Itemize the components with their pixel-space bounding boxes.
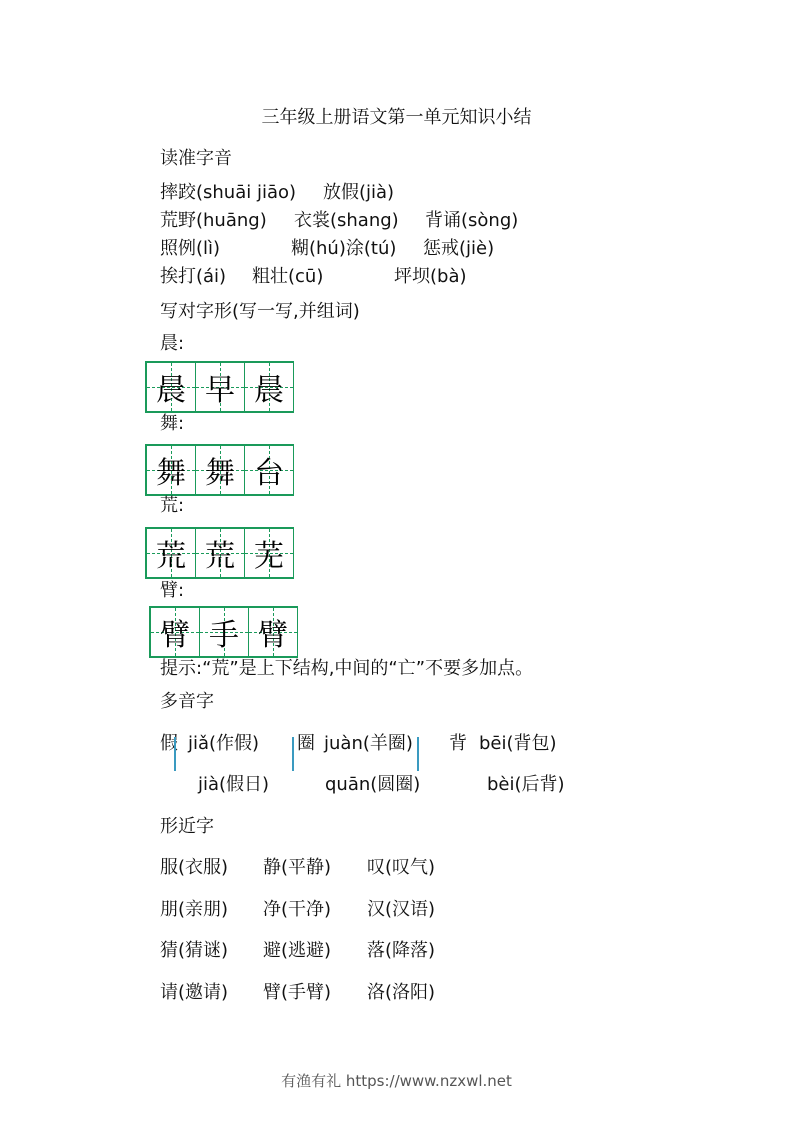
grid-char: 台 <box>254 456 284 491</box>
polyphone-reading: jià(假日) <box>198 774 270 795</box>
grid-char: 芜 <box>254 539 284 574</box>
pron-item: 荒野(huāng) <box>160 210 267 231</box>
grid-char: 早 <box>205 373 235 408</box>
similar-item: 避(逃避) <box>263 940 332 961</box>
char-label: 舞: <box>160 413 185 434</box>
pron-item: 摔跤(shuāi jiāo) <box>160 182 297 203</box>
similar-item: 汉(汉语) <box>367 899 436 920</box>
char-label: 晨: <box>160 333 185 354</box>
grid-char: 舞 <box>156 456 186 491</box>
grid-char: 晨 <box>254 373 284 408</box>
section-heading: 写对字形(写一写,并组词) <box>160 301 360 322</box>
grid-char: 荒 <box>205 539 235 574</box>
pron-item: 挨打(ái) <box>160 266 227 287</box>
grid-char: 臂 <box>258 618 288 653</box>
similar-item: 静(平静) <box>263 857 332 878</box>
writing-grid <box>145 361 294 413</box>
tip-text: 提示:“荒”是上下结构,中间的“亡”不要多加点。 <box>160 658 534 679</box>
section-heading: 多音字 <box>160 691 214 712</box>
polyphone-reading: juàn(羊圈) <box>324 733 413 754</box>
similar-item: 朋(亲朋) <box>160 899 229 920</box>
grid-char: 臂 <box>160 618 190 653</box>
polyphone-char: 圈 <box>297 733 315 754</box>
similar-item: 叹(叹气) <box>367 857 436 878</box>
pron-item: 背诵(sòng) <box>425 210 519 231</box>
char-label: 荒: <box>160 495 185 516</box>
pron-item: 放假(jià) <box>323 182 395 203</box>
polyphone-reading: jiǎ(作假) <box>188 733 260 754</box>
similar-item: 臂(手臂) <box>263 982 332 1003</box>
polyphone-char: 背 <box>449 733 467 754</box>
pron-item: 糊(hú)涂(tú) <box>291 238 397 259</box>
page-title: 三年级上册语文第一单元知识小结 <box>261 107 532 128</box>
similar-item: 猜(猜谜) <box>160 940 229 961</box>
polyphone-char: 假 <box>160 733 178 754</box>
similar-item: 落(降落) <box>367 940 436 961</box>
char-label: 臂: <box>160 580 185 601</box>
pron-item: 惩戒(jiè) <box>423 238 495 259</box>
grid-char: 舞 <box>205 456 235 491</box>
brace-icon <box>174 737 179 771</box>
polyphone-reading: bèi(后背) <box>487 774 565 795</box>
grid-char: 荒 <box>156 539 186 574</box>
similar-item: 服(衣服) <box>160 857 229 878</box>
pron-item: 照例(lì) <box>160 238 221 259</box>
polyphone-reading: quān(圆圈) <box>325 774 421 795</box>
grid-char: 晨 <box>156 373 186 408</box>
section-heading: 形近字 <box>160 816 214 837</box>
pron-item: 衣裳(shang) <box>294 210 399 231</box>
section-heading: 读准字音 <box>160 148 232 169</box>
writing-grid <box>149 606 298 658</box>
footer-watermark: 有渔有礼 https://www.nzxwl.net <box>281 1072 512 1090</box>
pron-item: 坪坝(bà) <box>394 266 467 287</box>
brace-icon <box>417 737 422 771</box>
grid-char: 手 <box>209 618 239 653</box>
similar-item: 净(干净) <box>263 899 332 920</box>
similar-item: 请(邀请) <box>160 982 229 1003</box>
writing-grid <box>145 444 294 496</box>
pron-item: 粗壮(cū) <box>252 266 324 287</box>
polyphone-reading: bēi(背包) <box>479 733 557 754</box>
similar-item: 洛(洛阳) <box>367 982 436 1003</box>
writing-grid <box>145 527 294 579</box>
